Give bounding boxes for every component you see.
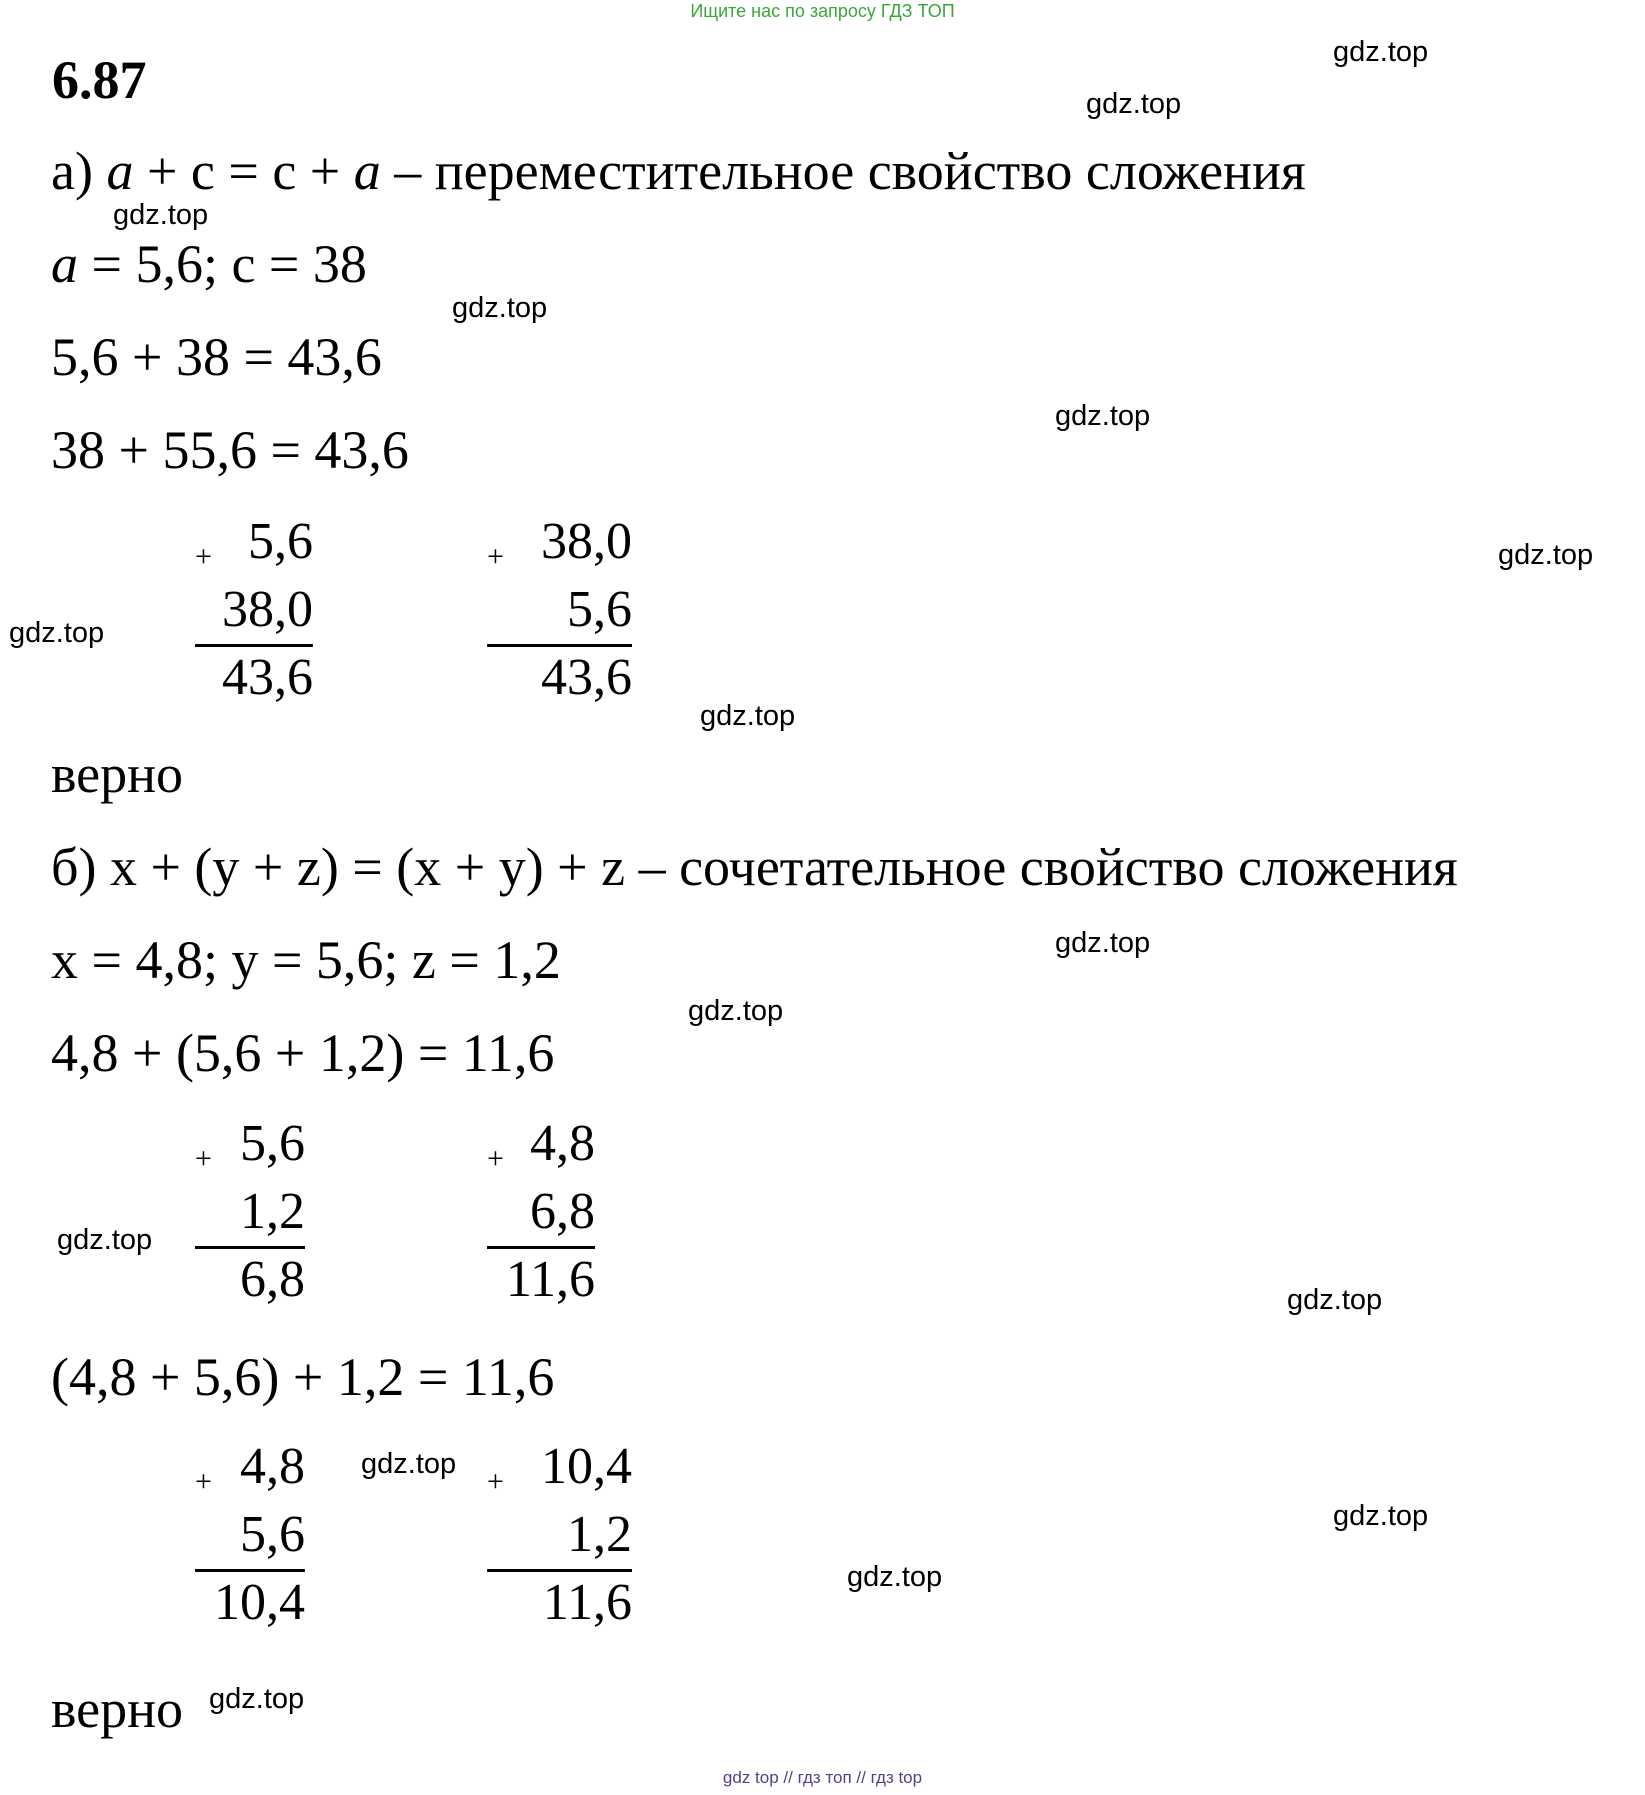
part-a-heading <box>51 139 1306 203</box>
sum: 11,6 <box>542 1574 632 1631</box>
plus-sign: + <box>487 1142 504 1175</box>
watermark: gdz.top <box>209 1683 305 1715</box>
addend-1: 5,6 <box>248 513 313 570</box>
sum: 10,4 <box>214 1574 305 1631</box>
var-a: a <box>106 141 134 201</box>
var-a: a <box>51 234 78 294</box>
addend-1: 38,0 <box>541 513 632 570</box>
column-addition-a1 <box>195 508 313 712</box>
plus-sign: + <box>195 540 212 573</box>
addend-1: 10,4 <box>541 1438 632 1495</box>
watermark: gdz.top <box>113 199 209 231</box>
footer-links: gdz top // гдз топ // гдз top <box>722 1768 923 1787</box>
plus-sign: + <box>195 1142 212 1175</box>
addend-2: 38,0 <box>222 581 313 638</box>
addend-1: 4,8 <box>240 1438 305 1495</box>
addend-2: 5,6 <box>240 1506 305 1563</box>
watermark: gdz.top <box>1055 927 1151 959</box>
column-addition-b1 <box>195 1110 305 1314</box>
part-a-equation-2: 38 + 55,6 = 43,6 <box>51 420 409 480</box>
watermark: gdz.top <box>1055 400 1151 432</box>
plus-sign: + <box>195 1465 212 1498</box>
watermark: gdz.top <box>57 1224 153 1256</box>
part-a-equation-1: 5,6 + 38 = 43,6 <box>51 327 382 387</box>
column-addition-b4 <box>487 1433 632 1637</box>
part-a-verdict: верно <box>51 744 184 804</box>
exercise-number: 6.87 <box>52 50 147 110</box>
watermark: gdz.top <box>700 700 796 732</box>
column-addition-b3 <box>195 1433 305 1637</box>
sum: 43,6 <box>541 649 632 706</box>
part-b-verdict: верно <box>51 1679 184 1739</box>
values-rest: = 5,6; c = 38 <box>78 234 367 294</box>
watermark: gdz.top <box>1333 1500 1429 1532</box>
sum: 43,6 <box>222 649 313 706</box>
column-addition-b2 <box>487 1110 595 1314</box>
heading-rest: – переместительное свойство сложения <box>380 141 1306 201</box>
var-a: a <box>353 141 381 201</box>
addend-2: 1,2 <box>567 1506 632 1563</box>
part-a-values <box>51 232 367 296</box>
plus-sign: + <box>487 540 504 573</box>
watermark: gdz.top <box>1333 36 1429 68</box>
part-b-values: x = 4,8; y = 5,6; z = 1,2 <box>51 930 561 990</box>
watermark: gdz.top <box>452 292 548 324</box>
addend-2: 6,8 <box>530 1183 595 1240</box>
watermark: gdz.top <box>1287 1284 1383 1316</box>
column-addition-a2 <box>487 508 632 712</box>
part-b-heading: б) x + (y + z) = (x + y) + z – сочетательное свойство сложения <box>51 837 1458 897</box>
watermark: gdz.top <box>1086 88 1182 120</box>
heading-prefix: а) <box>51 141 107 201</box>
addend-1: 5,6 <box>240 1115 305 1172</box>
watermark: gdz.top <box>847 1561 943 1593</box>
watermark: gdz.top <box>9 617 105 649</box>
sum: 6,8 <box>240 1251 305 1308</box>
part-b-equation-2: (4,8 + 5,6) + 1,2 = 11,6 <box>51 1347 555 1407</box>
top-banner: Ищите нас по запросу ГДЗ ТОП <box>690 1 955 21</box>
watermark: gdz.top <box>688 995 784 1027</box>
addend-2: 1,2 <box>240 1183 305 1240</box>
plus-sign: + <box>487 1465 504 1498</box>
addend-1: 4,8 <box>530 1115 595 1172</box>
part-b-equation-1: 4,8 + (5,6 + 1,2) = 11,6 <box>51 1023 555 1083</box>
sum: 11,6 <box>505 1251 595 1308</box>
addend-2: 5,6 <box>567 581 632 638</box>
watermark: gdz.top <box>1498 539 1594 571</box>
heading-mid: + c = c + <box>133 141 354 201</box>
watermark: gdz.top <box>361 1448 457 1480</box>
